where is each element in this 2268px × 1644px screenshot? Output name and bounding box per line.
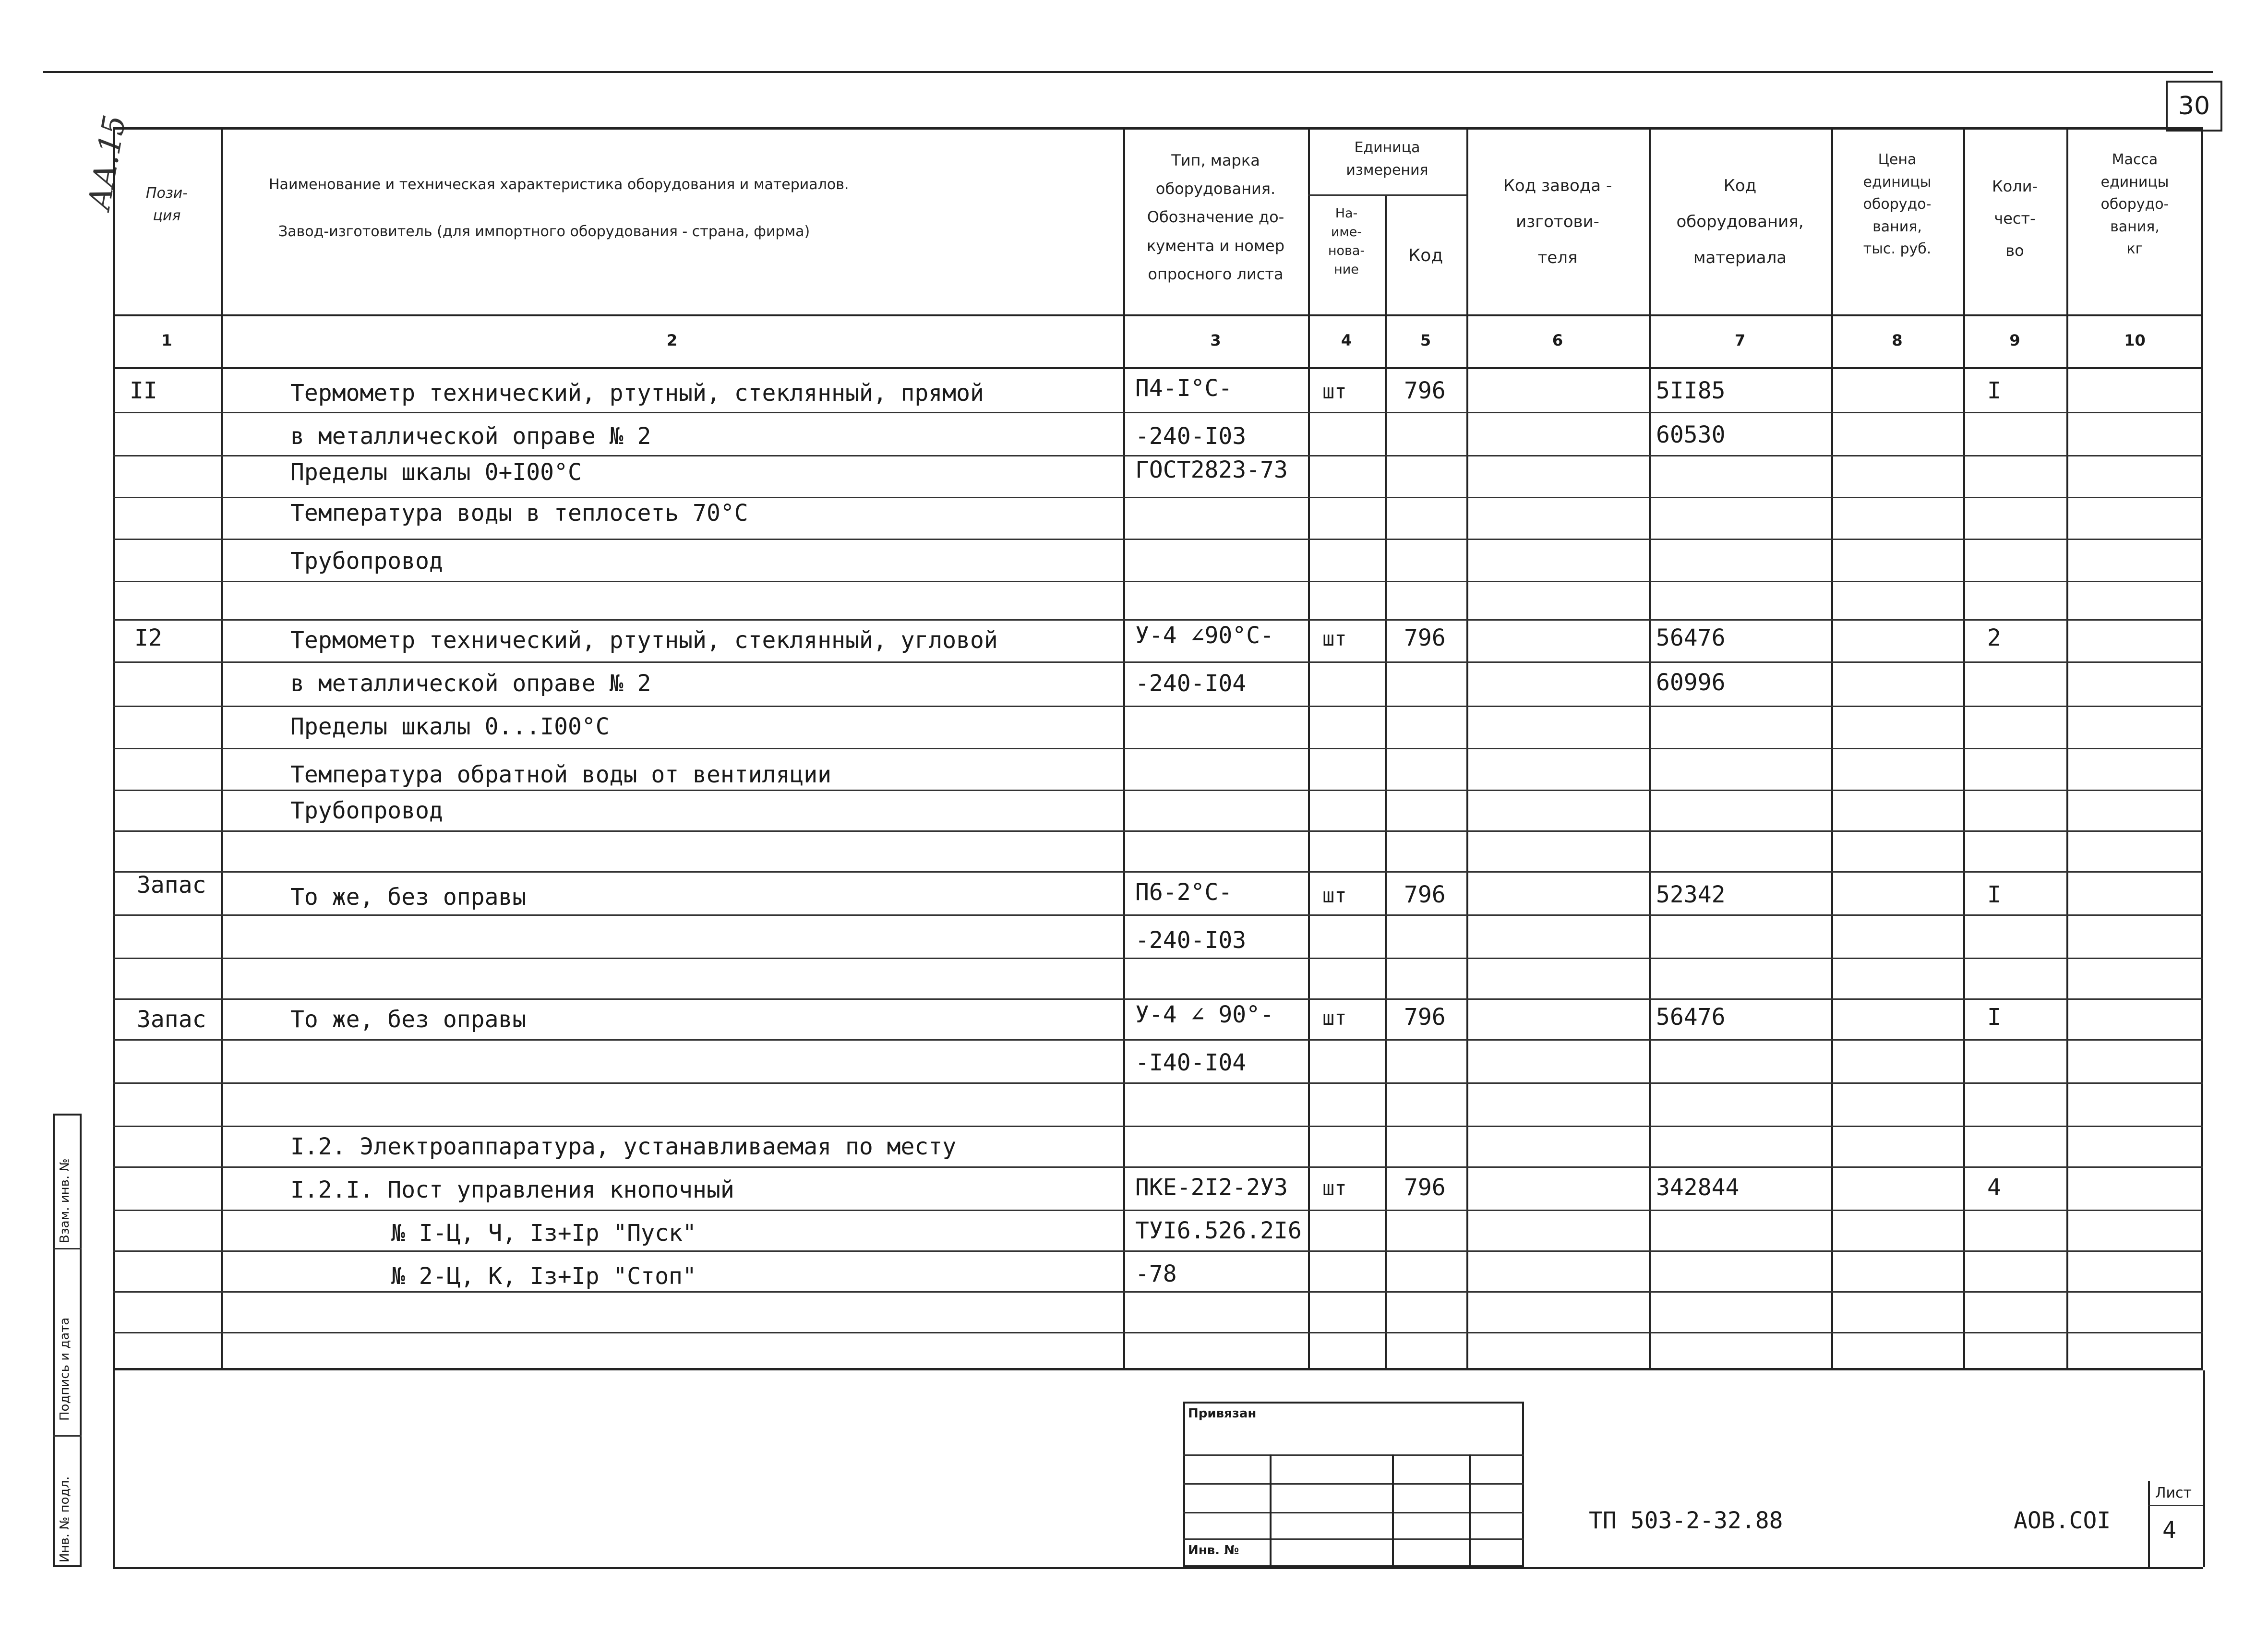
col-number: 7 — [1734, 331, 1746, 349]
cell-quantity: I — [1987, 1004, 2001, 1031]
cell-name: Пределы шкалы 0+I00°С — [290, 459, 582, 486]
cell-position: Запас — [137, 1006, 206, 1033]
privyazan-col — [1270, 1454, 1272, 1567]
sheet-number-box: 30 — [2166, 81, 2222, 132]
row-rule — [113, 871, 2203, 873]
col-number: 8 — [1892, 331, 1903, 349]
row-rule — [113, 1250, 2203, 1252]
sheet-label: Лист — [2155, 1485, 2192, 1501]
cell-name: в металлической оправе № 2 — [290, 423, 651, 450]
cell-equipment-code: 60530 — [1656, 421, 1726, 448]
row-rule — [113, 412, 2203, 413]
cell-equipment-code: 52342 — [1656, 881, 1726, 908]
row-rule — [113, 661, 2203, 663]
header-position: Пози- ция — [145, 185, 188, 224]
row-rule — [113, 706, 2203, 707]
header-price: Цена единицы оборудо- вания, тыс. руб. — [1863, 151, 1932, 257]
cell-name: Температура воды в теплосеть 70°С — [290, 500, 748, 527]
bottom-left-border — [113, 1370, 115, 1567]
col-number: 1 — [161, 331, 172, 349]
cell-position: II — [130, 377, 157, 404]
col-number: 5 — [1420, 331, 1431, 349]
side-stamp-inv-orig: Инв. № подл. — [58, 1476, 72, 1562]
cell-unit: шт — [1322, 380, 1347, 403]
cell-name: То же, без оправы — [290, 1006, 527, 1033]
cell-unit: шт — [1322, 1176, 1347, 1200]
side-stamp-rule — [53, 1435, 82, 1437]
cell-unit: шт — [1322, 627, 1347, 650]
row-rule — [113, 619, 2203, 621]
cell-unit: шт — [1322, 884, 1347, 907]
cell-type: П4-I°С- — [1135, 375, 1233, 402]
header-unit-group: Единица измерения — [1346, 139, 1428, 179]
header-name-line1: Наименование и техническая характеристика оборудования и материалов. — [269, 176, 849, 193]
cell-name: То же, без оправы — [290, 884, 527, 911]
cell-name: № I-Ц, Ч, Iз+Iр "Пуск" — [391, 1220, 696, 1247]
cell-unit: шт — [1322, 1006, 1347, 1030]
side-stamp-rule — [53, 1248, 82, 1249]
cell-name: Пределы шкалы 0...I00°С — [290, 713, 610, 740]
privyazan-col — [1392, 1454, 1394, 1567]
bottom-rule — [113, 1567, 2203, 1569]
header-factory-code: Код завода - изготови- теля — [1503, 176, 1612, 267]
section-heading: I.2. Электроаппаратура, устанавливаемая по месту — [290, 1133, 957, 1160]
cell-name: Трубопровод — [290, 797, 443, 824]
row-rule — [113, 748, 2203, 749]
document-code: АОВ.СОI — [2014, 1507, 2111, 1534]
unit-group-divider — [1308, 194, 1466, 196]
handwritten-note: АА.15 — [82, 112, 133, 213]
cell-quantity: 4 — [1987, 1174, 2001, 1201]
row-rule — [113, 958, 2203, 959]
project-number: ТП 503-2-32.88 — [1589, 1507, 1783, 1534]
header-bottom-rule — [113, 314, 2203, 316]
cell-unit-code: 796 — [1404, 377, 1446, 404]
cell-quantity: 2 — [1987, 624, 2001, 651]
row-rule — [113, 539, 2203, 540]
col-number: 4 — [1341, 331, 1352, 349]
col-number-rule — [113, 367, 2203, 369]
cell-equipment-code: 56476 — [1656, 1004, 1726, 1031]
col-number: 2 — [666, 331, 678, 349]
row-rule — [113, 1039, 2203, 1041]
side-stamp-inv-replace: Взам. инв. № — [58, 1158, 72, 1243]
header-type: Тип, марка оборудования. Обозначение до- кумента и номер опросного листа — [1146, 151, 1285, 283]
privyazan-rule — [1183, 1538, 1524, 1540]
top-rule — [43, 71, 2213, 73]
cell-type: ТУI6.526.2I6 — [1135, 1217, 1302, 1244]
cell-type: У-4 ∠ 90°- — [1135, 1001, 1274, 1028]
cell-name: Температура обратной воды от вентиляции — [290, 761, 832, 788]
cell-equipment-code: 5II85 — [1656, 377, 1726, 404]
row-rule — [113, 1291, 2203, 1293]
side-stamp-signature: Подпись и дата — [58, 1317, 72, 1421]
privyazan-rule — [1183, 1483, 1524, 1485]
row-rule — [113, 830, 2203, 832]
sheet-value: 4 — [2162, 1517, 2176, 1544]
cell-equipment-code: 56476 — [1656, 624, 1726, 651]
header-unit-name: На- име- нова- ние — [1328, 206, 1365, 277]
cell-type: -240-I03 — [1135, 927, 1247, 954]
cell-type: П6-2°С- — [1135, 879, 1233, 906]
bottom-right-border — [2203, 1370, 2205, 1567]
cell-name: Трубопровод — [290, 548, 443, 575]
cell-equipment-code: 342844 — [1656, 1174, 1740, 1201]
header-quantity: Коли- чест- во — [1992, 177, 2038, 260]
header-mass: Масса единицы оборудо- вания, кг — [2100, 151, 2169, 257]
row-rule — [113, 497, 2203, 498]
cell-quantity: I — [1987, 881, 2001, 908]
col-number: 3 — [1210, 331, 1221, 349]
privyazan-rule — [1183, 1512, 1524, 1513]
cell-unit-code: 796 — [1404, 881, 1446, 908]
cell-type: ГОСТ2823-73 — [1135, 456, 1288, 483]
inv-no-label: Инв. № — [1188, 1543, 1239, 1558]
cell-quantity: I — [1987, 377, 2001, 404]
header-name-line2: Завод-изготовитель (для импортного оборудования - страна, фирма) — [278, 223, 810, 240]
cell-type: ПКЕ-2I2-2У3 — [1135, 1174, 1288, 1201]
cell-unit-code: 796 — [1404, 1174, 1446, 1201]
privyazan-rule — [1183, 1454, 1524, 1456]
cell-name: I.2.I. Пост управления кнопочный — [290, 1176, 734, 1203]
col-number: 9 — [2009, 331, 2020, 349]
row-rule — [113, 581, 2203, 582]
row-rule — [113, 1166, 2203, 1168]
cell-name: в металлической оправе № 2 — [290, 670, 651, 697]
row-rule — [113, 1082, 2203, 1084]
cell-type: -240-I03 — [1135, 423, 1247, 450]
row-rule — [113, 998, 2203, 1000]
row-rule — [113, 1210, 2203, 1211]
cell-unit-code: 796 — [1404, 624, 1446, 651]
row-rule — [113, 914, 2203, 916]
header-unit-code: Код — [1408, 246, 1443, 265]
row-rule — [113, 1332, 2203, 1333]
col-number: 10 — [2124, 331, 2146, 349]
col-divider — [1385, 194, 1387, 1370]
row-rule — [113, 790, 2203, 791]
header-equipment-code: Код оборудования, материала — [1676, 176, 1804, 267]
cell-name: № 2-Ц, К, Iз+Iр "Стоп" — [391, 1263, 696, 1290]
sheet-box-rule — [2148, 1505, 2203, 1506]
cell-type: -240-I04 — [1135, 670, 1247, 697]
cell-equipment-code: 60996 — [1656, 669, 1726, 696]
cell-type: -78 — [1135, 1260, 1177, 1287]
cell-type: У-4 ∠90°С- — [1135, 622, 1274, 649]
row-rule — [113, 1126, 2203, 1127]
cell-unit-code: 796 — [1404, 1004, 1446, 1031]
cell-position: I2 — [134, 624, 162, 651]
cell-position: Запас — [137, 872, 206, 899]
col-number: 6 — [1552, 331, 1563, 349]
cell-type: -I40-I04 — [1135, 1049, 1247, 1076]
privyazan-col — [1469, 1454, 1471, 1567]
cell-name: Термометр технический, ртутный, стеклянный, угловой — [290, 627, 998, 654]
cell-name: Термометр технический, ртутный, стеклянный, прямой — [290, 380, 984, 407]
privyazan-label: Привязан — [1188, 1406, 1257, 1421]
